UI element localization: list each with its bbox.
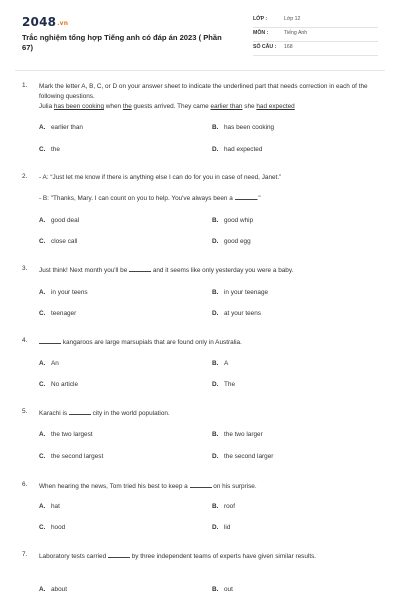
question-text: kangaroos are large marsupials that are found only in Australia. — [39, 337, 384, 348]
option-d[interactable]: D. lid — [212, 524, 231, 531]
option-b[interactable]: B. in your teenage — [212, 289, 269, 296]
question-text: Just think! Next month you'll be and it seems like only yesterday you were a baby. — [39, 267, 294, 274]
option-a[interactable]: A. about — [39, 586, 67, 593]
option-a[interactable]: A. the two largest — [39, 431, 93, 438]
document-title: Trắc nghiệm tổng hợp Tiếng anh có đáp án 2023 ( Phần 67) — [22, 33, 222, 52]
question-text: Karachi is city in the world population. — [39, 410, 170, 417]
option-c[interactable]: C. the — [39, 146, 60, 153]
option-c[interactable]: C. No article — [39, 381, 78, 388]
option-b[interactable]: B. A — [212, 360, 229, 367]
option-d[interactable]: D. good egg — [212, 238, 251, 245]
option-d[interactable]: D. the second larger — [212, 453, 274, 460]
meta-subject: MÔN : Tiếng Anh — [253, 28, 378, 42]
question-text: Mark the letter A, B, C, or D on your answer sheet to indicate the underlined part that needs correction in each of the following questions. Julia has been cooking when the guests arrived. They came earlier than she had expected — [39, 83, 368, 110]
option-c[interactable]: C. the second largest — [39, 453, 104, 460]
site-logo[interactable]: 2048.vn — [22, 15, 69, 29]
option-b[interactable]: B. out — [212, 586, 233, 593]
option-a[interactable]: A. earlier than — [39, 124, 83, 131]
option-d[interactable]: D. had expected — [212, 146, 263, 153]
option-b[interactable]: B. roof — [212, 503, 236, 510]
option-d[interactable]: D. at your teens — [212, 310, 261, 317]
question-text: When hearing the news, Tom tried his best to keep a on his surprise. — [39, 483, 257, 490]
option-c[interactable]: C. hood — [39, 524, 66, 531]
header-divider — [15, 70, 385, 71]
option-b[interactable]: B. good whip — [212, 217, 254, 224]
meta-question-count: SỐ CÂU : 168 — [253, 42, 378, 56]
option-c[interactable]: C. teenager — [39, 310, 77, 317]
option-b[interactable]: B. has been cooking — [212, 124, 275, 131]
document-page: 2048.vn Trắc nghiệm tổng hợp Tiếng anh có đáp án 2023 ( Phần 67) LỚP : Lớp 12 MÔN : Tiếng Anh SỐ CÂU : 168 1. Mark the letter A, B, C, or D on your answer sheet to indicate the underlined part that needs correction in each of the following questions. Julia has been cooking when the guests arrived. They came earlier than she had expected A. earlier than B. has been cooking C. the D. had expected 2. - A: “Just let me know if there is anything else I can do for you in case of need, Janet.” - B: "Thanks, Mary. I can count on you to help. You've always been a ." A. good deal B. good whip C. close call D. good egg 3. Just think! Next month you'll be and it seems like only yesterday you were a baby. A. in your teens B. in your teenage C. teenager D. at your teens 4. kangaroos are large marsupials that are found only in Australia. A. An B. A C. No article D. The 5. Karachi is city in the world population. A. the two largest B. the two larger C. the second largest D. the second larger 6. When hearing the news, Tom tried his best to keep a on his surprise. A. hat B. roof C. hood D. lid 7. Laboratory tests carried by three independent teams of experts have given similar results. A. about B. out — [0, 0, 400, 600]
question-text: Laboratory tests carried by three independent teams of experts have given similar results. — [39, 553, 317, 560]
meta-class: LỚP : Lớp 12 — [253, 14, 378, 28]
option-a[interactable]: A. hat — [39, 503, 60, 510]
option-a[interactable]: A. good deal — [39, 217, 80, 224]
page-header — [0, 0, 400, 70]
option-c[interactable]: C. close call — [39, 238, 78, 245]
option-b[interactable]: B. the two larger — [212, 431, 263, 438]
option-a[interactable]: A. in your teens — [39, 289, 88, 296]
option-d[interactable]: D. The — [212, 381, 236, 388]
question-text: - A: “Just let me know if there is anything else I can do for you in case of need, Janet.” - B: "Thanks, Mary. I can count on you to help. You've always been a ." — [39, 174, 282, 202]
option-a[interactable]: A. An — [39, 360, 59, 367]
